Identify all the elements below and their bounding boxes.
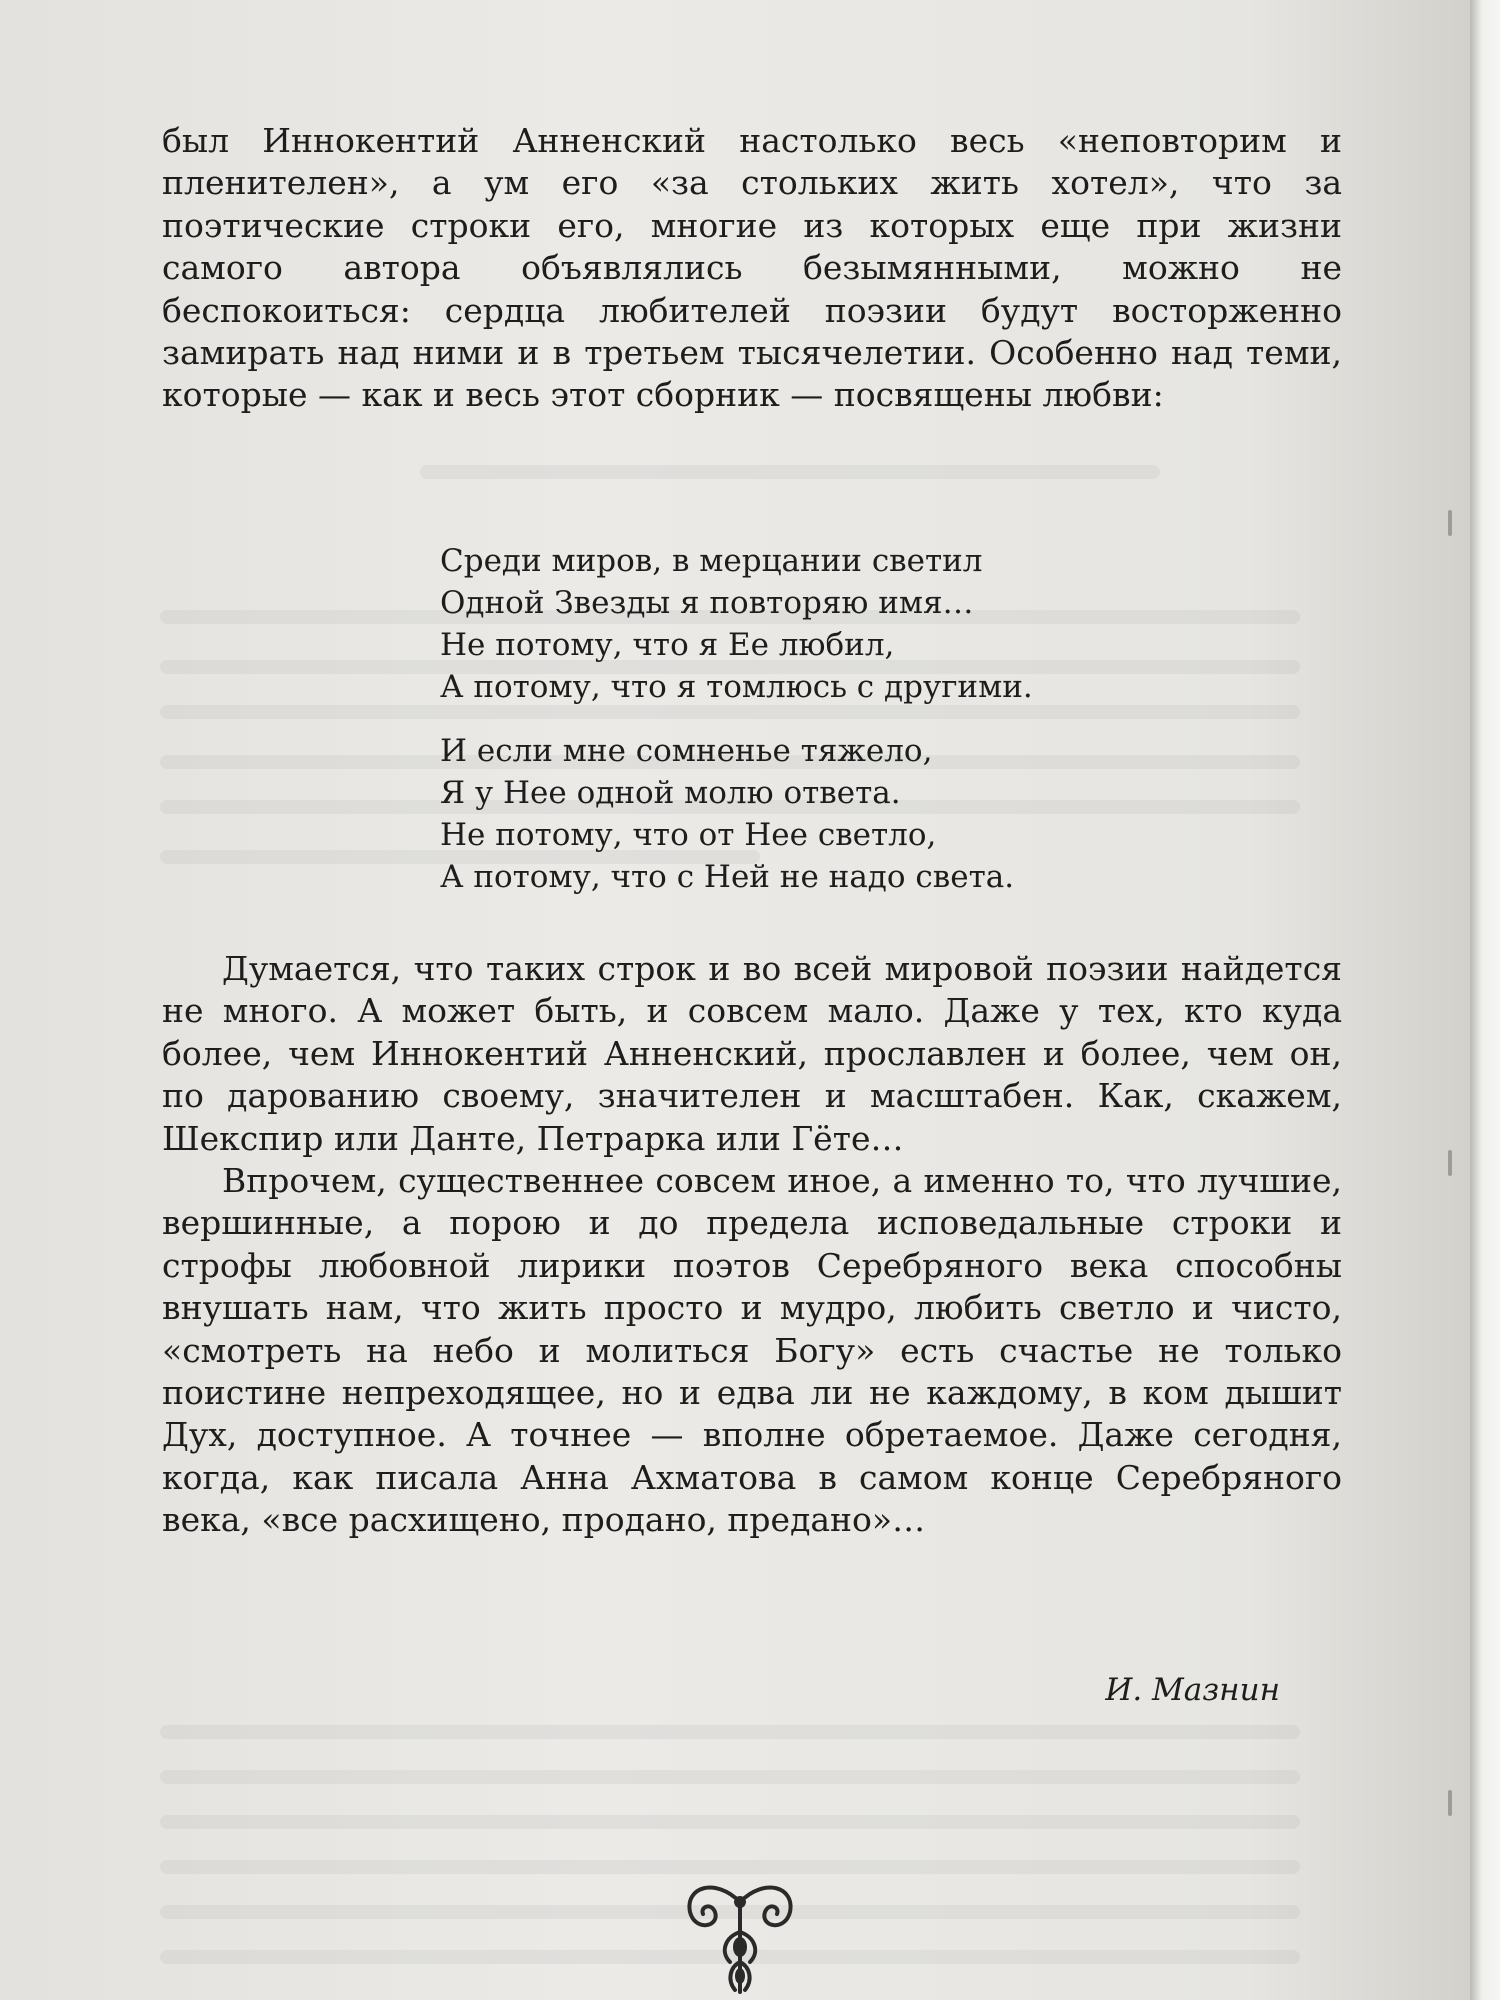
paragraph-text: Думается, что таких строк и во всей мировой поэзии найдется не много. А может быть, и совсем мало. Даже у тех, кто куда более, чем Иннокентий Анненский, прославлен и более, чем он, по дарованию своему, значителен и масштабен. Как, скажем, Шекспир или Данте, Петрарка или Гёте… — [162, 949, 1342, 1158]
poem-stanza-1 — [440, 540, 1140, 708]
poem-line: И если мне сомненье тяжело, — [440, 733, 933, 769]
poem-stanza-2 — [440, 730, 1140, 898]
poem-line: Среди миров, в мерцании светил — [440, 543, 983, 579]
binding-stitch — [1448, 1150, 1452, 1176]
ornament-vignette-icon — [675, 1872, 805, 2000]
poem-line: Одной Звезды я повторяю имя… — [440, 585, 974, 621]
binding-stitch — [1448, 510, 1452, 536]
poem-quote — [440, 540, 1140, 920]
page-edge — [1470, 0, 1500, 2000]
binding-stitch — [1448, 1790, 1452, 1816]
poem-line: Не потому, что от Нее светло, — [440, 817, 937, 853]
paragraph-text: был Иннокентий Анненский настолько весь «неповторим и пленителен», а ум его «за стольких жить хотел», что за поэтические строки его, многие из которых еще при жизни самого автора объявлялись безымянными, можно не беспокоиться: сердца любителей поэзии будут восторженно замирать над ними и в третьем тысячелетии. Особенно над теми, которые — как и весь этот сборник — посвящены любви: — [162, 121, 1342, 415]
poem-line: А потому, что я томлюсь с другими. — [440, 669, 1033, 705]
paragraph-text: Впрочем, существеннее совсем иное, а именно то, что лучшие, вершинные, а порою и до предела исповедальные строки и строфы любовной лирики поэтов Серебряного века способны внушать нам, что жить просто и мудро, любить светло и чисто, «смотреть на небо и молиться Богу» есть счастье не только поистине непреходящее, но и едва ли не каждому, в ком дышит Дух, доступное. А точнее — вполне обретаемое. Даже сегодня, когда, как писала Анна Ахматова в самом конце Серебряного века, «все расхищено, продано, предано»… — [162, 1161, 1342, 1540]
poem-line: А потому, что с Ней не надо света. — [440, 859, 1015, 895]
poem-line: Не потому, что я Ее любил, — [440, 627, 895, 663]
author-signature: И. Мазнин — [1105, 1672, 1280, 1708]
poem-line: Я у Нее одной молю ответа. — [440, 775, 901, 811]
closing-paragraphs — [162, 948, 1342, 1542]
opening-paragraph — [162, 120, 1342, 417]
